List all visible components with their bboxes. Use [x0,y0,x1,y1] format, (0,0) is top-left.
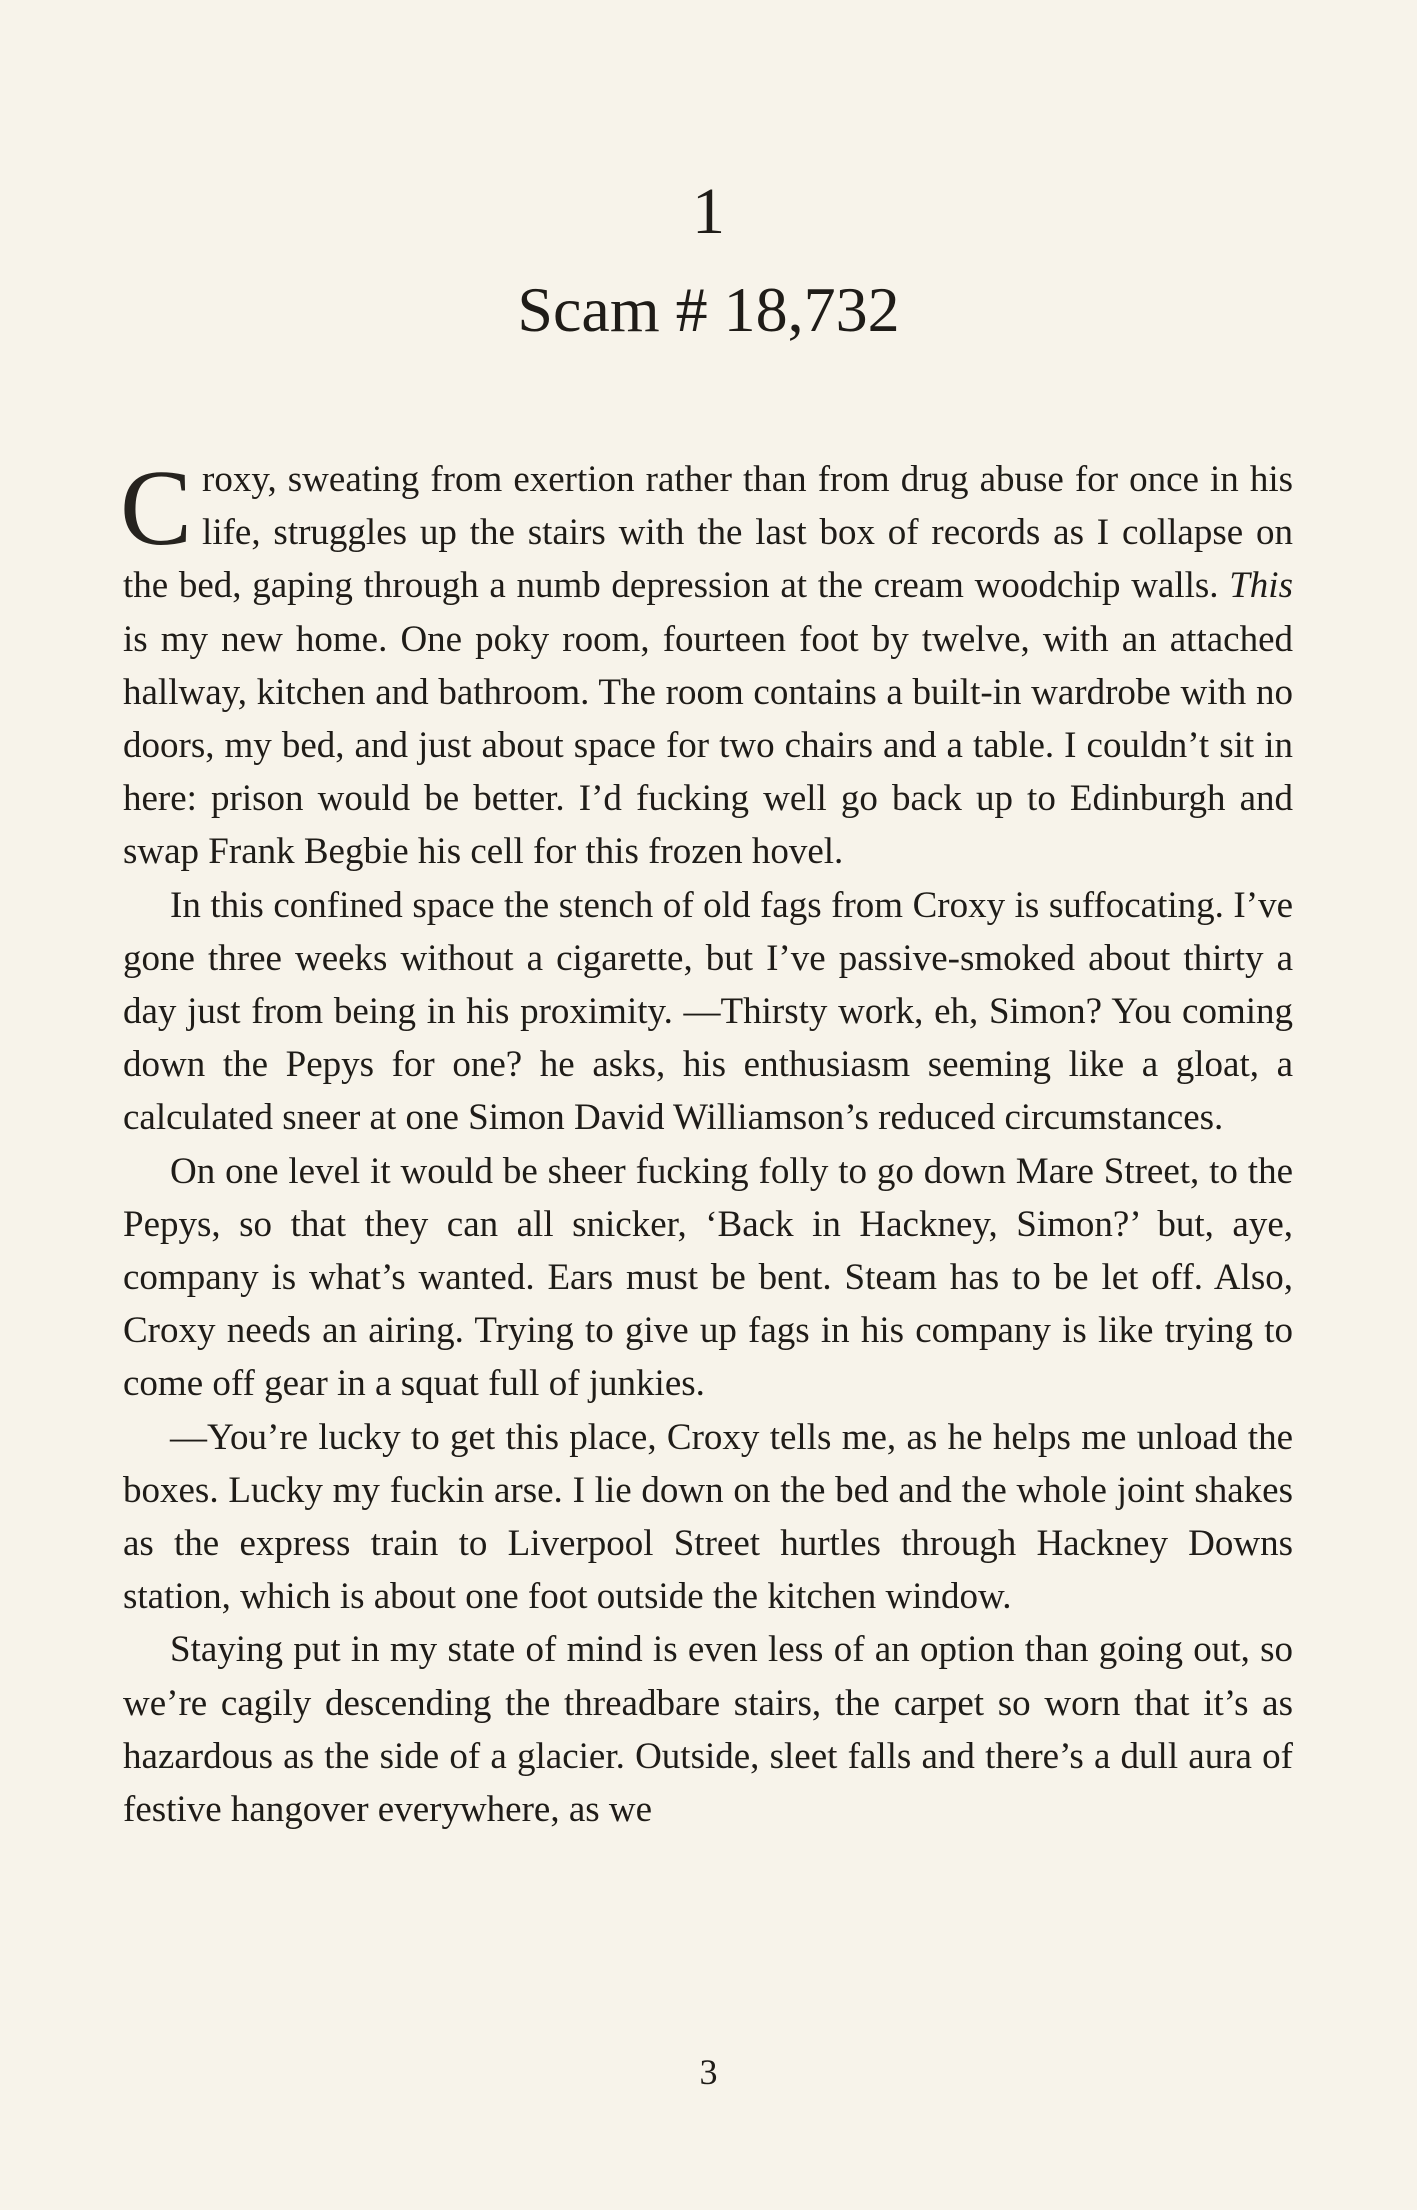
paragraph-3: On one level it would be sheer fucking folly to go down Mare Street, to the Pepys, so that they can all snicker, ‘Back in Hackney, Simon?’ but, aye, company is what’s wanted. Ears must be bent. Steam has to be let off. Also, Croxy needs an airing. Trying to give up fags in his company is like trying to come off gear in a squat full of junkies. [123,1150,1293,1405]
paragraph-2: In this confined space the stench of old fags from Croxy is suffocating. I’ve gone three weeks without a cigarette, but I’ve passive-smoked about thirty a day just from being in his proximity. —Thirsty work, eh, Simon? You coming down the Pepys for one? he asks, his enthusiasm seeming like a gloat, a calculated sneer at one Simon David Williamson’s reduced circumstances. [123,884,1293,1139]
chapter-title: Scam # 18,732 [517,274,900,345]
drop-cap: C [120,449,193,568]
paragraph-1 [120,449,1293,879]
page-number: 3 [699,2052,718,2092]
paragraph-5: Staying put in my state of mind is even less of an option than going out, so we’re cagily descending the threadbare stairs, the carpet so worn that it’s as hazardous as the side of a glacier. Outside, sleet falls and there’s a dull aura of festive hangover everywhere, as we [123,1629,1293,1831]
paragraph-1-text-b: is my new home. One poky room, fourteen foot by twelve, with an attached hallway, kitchen and bathroom. The room contains a built-in wardrobe with no doors, my bed, and just about space for two chairs and a table. I couldn’t sit in here: prison would be better. I’d fucking well go back up to Edinburgh and swap Frank Begbie his cell for this frozen hovel. [123,618,1293,873]
paragraph-4: —You’re lucky to get this place, Croxy tells me, as he helps me unload the boxes. Lucky my fuckin arse. I lie down on the bed and the whole joint shakes as the express train to Liverpool Street hurtles through Hackney Downs station, which is about one foot outside the kitchen window. [123,1416,1293,1618]
body-text [120,449,1293,1836]
chapter-number: 1 [692,175,725,248]
paragraph-1-text-a: roxy, sweating from exertion rather than from drug abuse for once in his life, struggles up the stairs with the last box of records as I collapse on the bed, gaping through a numb depression at the cream woodchip walls. [123,459,1293,607]
paragraph-1-italic: This [1229,565,1293,607]
